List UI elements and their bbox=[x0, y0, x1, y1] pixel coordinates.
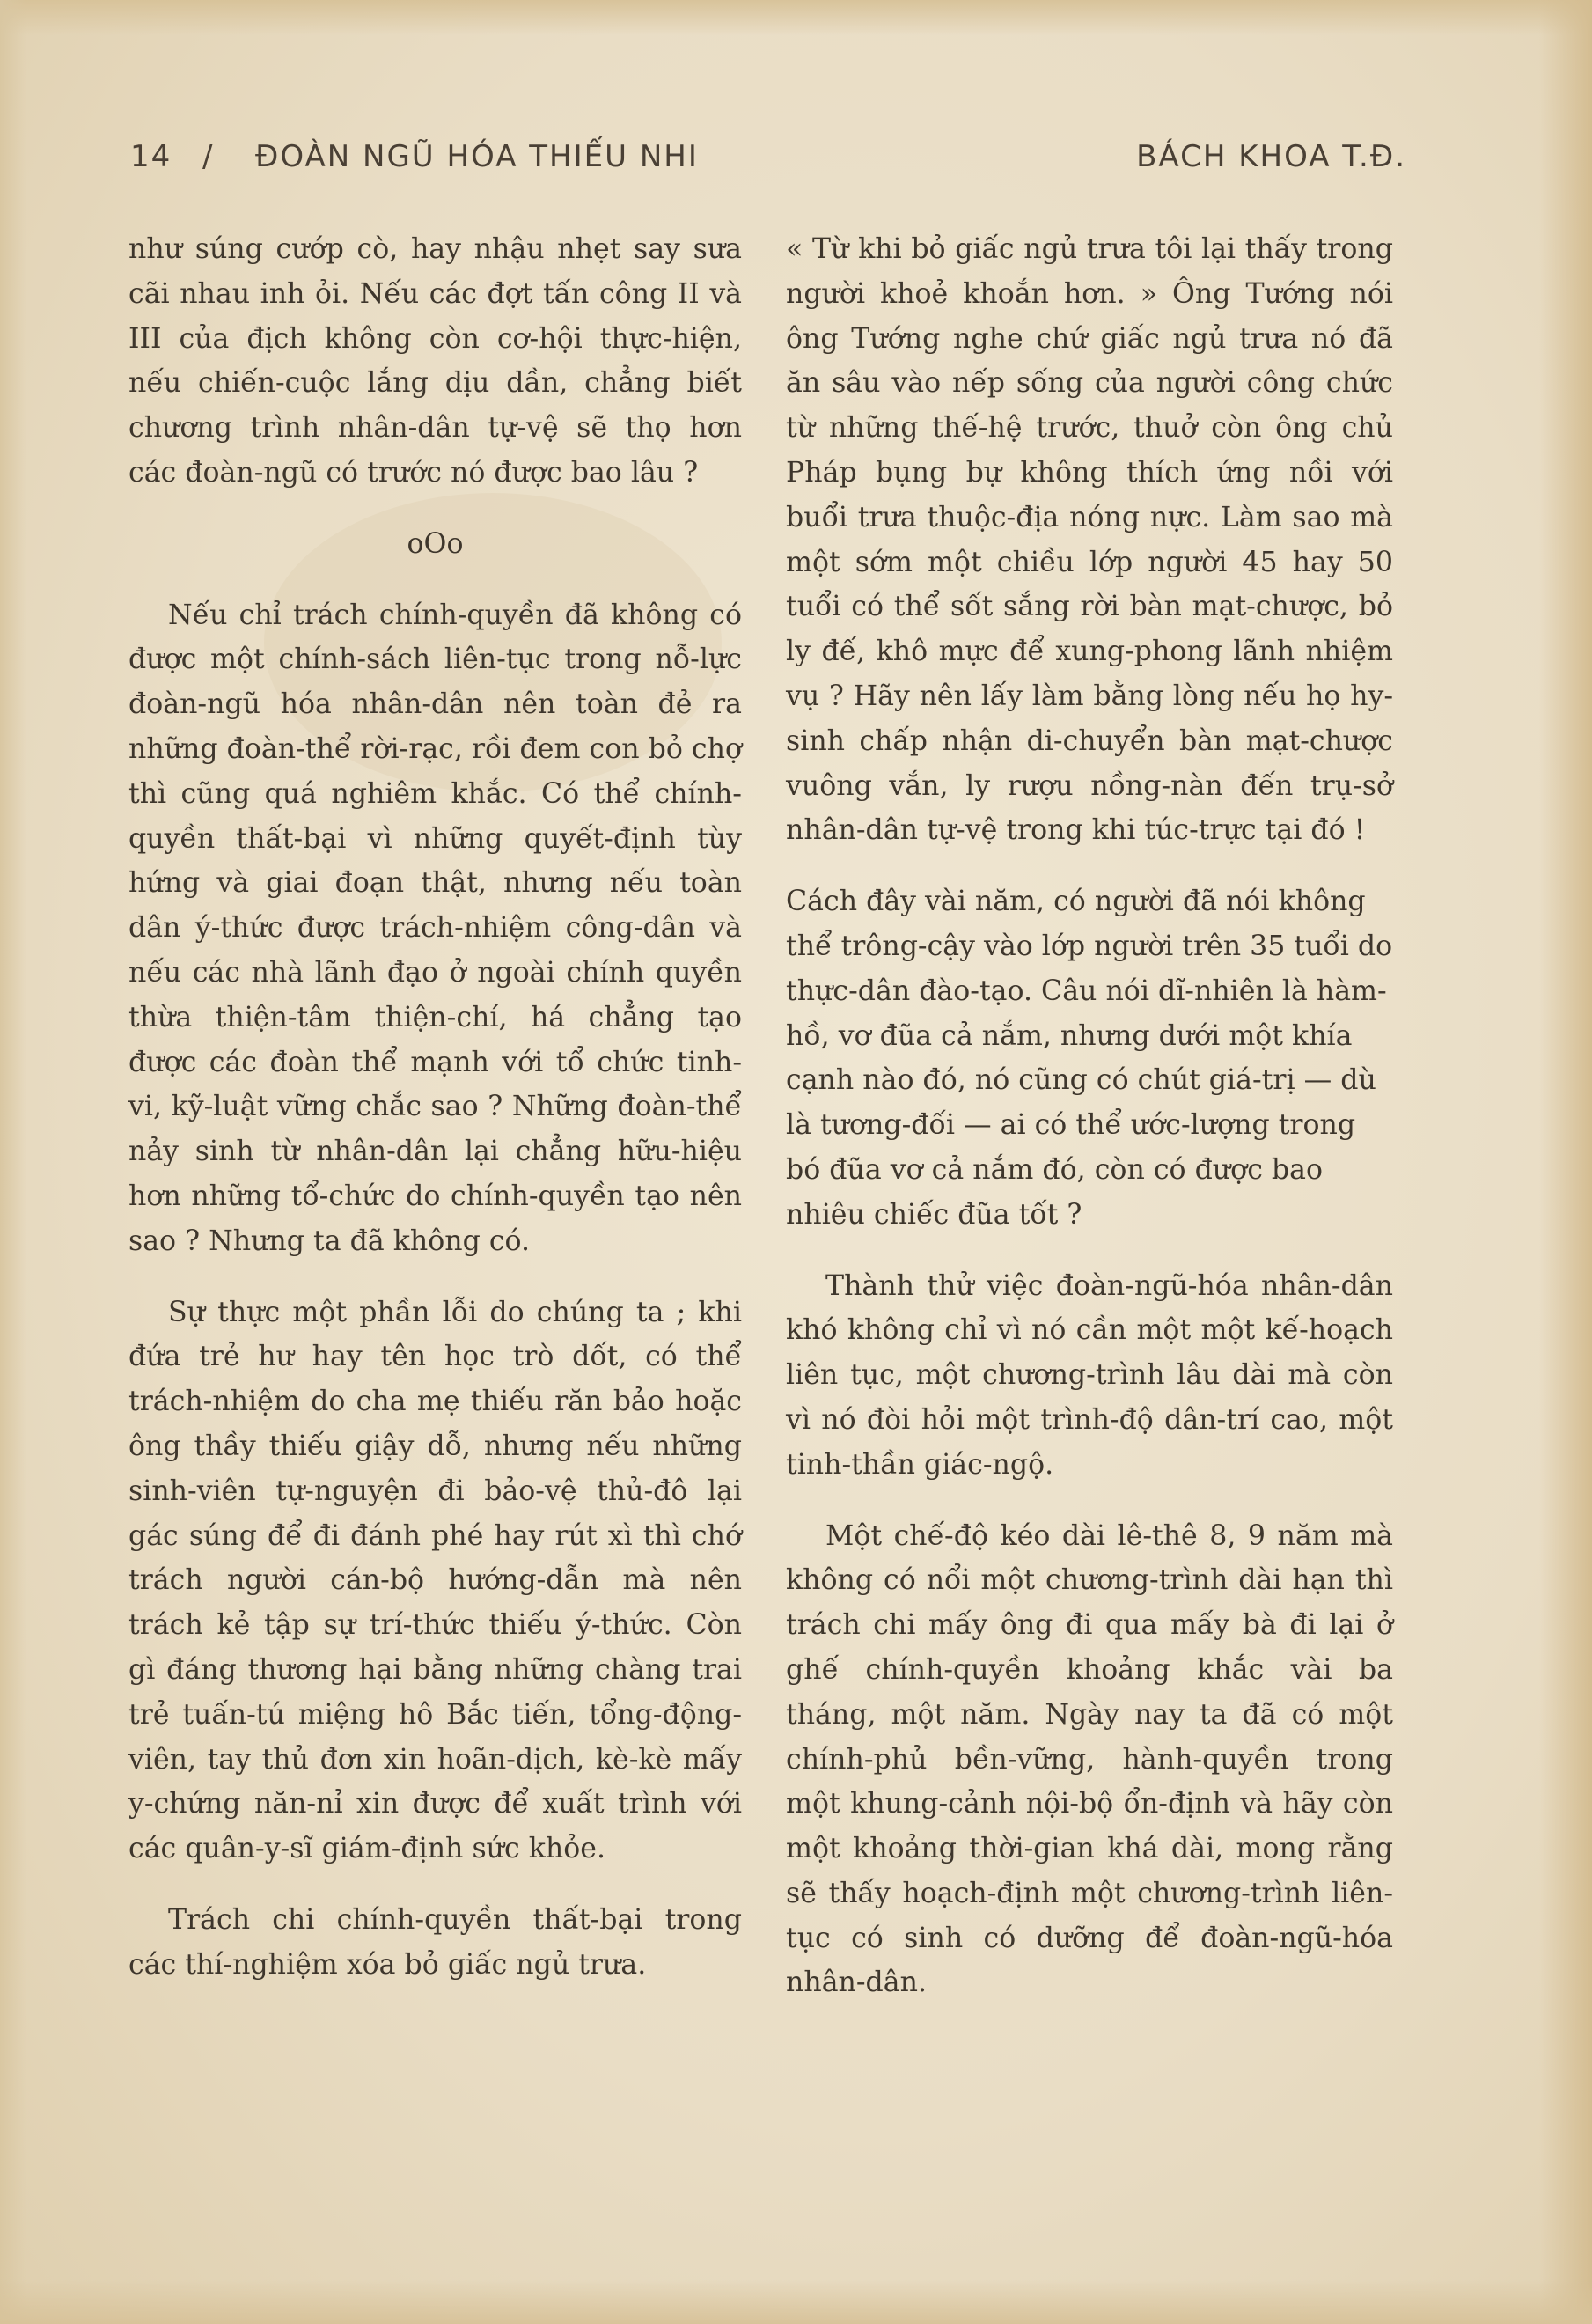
header-separator: / bbox=[202, 139, 215, 174]
paragraph: Sự thực một phần lỗi do chúng ta ; khi đứa trẻ hư hay tên học trò dốt, có thể trách-nhiệm do cha mẹ thiếu răn bảo hoặc ông thầy thiếu giậy dỗ, nhưng nếu những sinh-viên tự-nguyện đi bảo-vệ thủ-đô lại gác súng để đi đánh phé hay rút xì thì chớ trách người cán-bộ hướng-dẫn mà nên trách kẻ tập sự trí-thức thiếu ý-thức. Còn gì đáng thương hại bằng những chàng trai trẻ tuấn-tú miệng hô Bắc tiến, tổng-động-viên, tay thủ đơn xin hoãn-dịch, kè-kè mấy y-chứng năn-nỉ xin được để xuất trình với các quân-y-sĩ giám-định sức khỏe. bbox=[128, 1296, 742, 1865]
page-edge-right bbox=[1539, 0, 1592, 2324]
left-column bbox=[128, 227, 742, 1987]
page-edge-bottom bbox=[0, 2280, 1592, 2324]
page-edge-top bbox=[0, 0, 1592, 35]
page-edge-left bbox=[0, 0, 26, 2324]
paragraph: Nếu chỉ trách chính-quyền đã không có được một chính-sách liên-tục trong nỗ-lực đoàn-ngũ hóa nhân-dân nên toàn đẻ ra những đoàn-thể rời-rạc, rồi đem con bỏ chợ thì cũng quá nghiêm khắc. Có thể chính-quyền thất-bại vì những quyết-định tùy hứng và giai đoạn thật, nhưng nếu toàn dân ý-thức được trách-nhiệm công-dân và nếu các nhà lãnh đạo ở ngoài chính quyền thừa thiện-tâm thiện-chí, há chẳng tạo được các đoàn thể mạnh với tổ chức tinh-vi, kỹ-luật vững chắc sao ? Những đoàn-thể nảy sinh từ nhân-dân lại chẳng hữu-hiệu hơn những tổ-chức do chính-quyền tạo nên sao ? Nhưng ta đã không có. bbox=[128, 599, 742, 1257]
paragraph: Cách đây vài năm, có người đã nói không thể trông-cậy vào lớp người trên 35 tuổi do thực-dân đào-tạo. Câu nói dĩ-nhiên là hàm-hồ, vơ đũa cả nắm, nhưng dưới một khía cạnh nào đó, nó cũng có chút giá-trị — dù là tương-đối — ai có thể ước-lượng trong bó đũa vơ cả nắm đó, còn có được bao nhiêu chiếc đũa tốt ? bbox=[786, 886, 1393, 1231]
paragraph: như súng cướp cò, hay nhậu nhẹt say sưa cãi nhau inh ỏi. Nếu các đợt tấn công II và III của địch không còn cơ-hội thực-hiện, nếu chiến-cuộc lắng dịu dần, chẳng biết chương trình nhân-dân tự-vệ sẽ thọ hơn các đoàn-ngũ có trước nó được bao lâu ? bbox=[128, 233, 742, 489]
paragraph: Thành thử việc đoàn-ngũ-hóa nhân-dân khó không chỉ vì nó cần một một kế-hoạch liên tục, một chương-trình lâu dài mà còn vì nó đòi hỏi một trình-độ dân-trí cao, một tinh-thần giác-ngộ. bbox=[786, 1269, 1393, 1481]
section-divider: oOo bbox=[407, 527, 464, 560]
journal-name: BÁCH KHOA T.Đ. bbox=[1136, 139, 1406, 174]
paragraph: Một chế-độ kéo dài lê-thê 8, 9 năm mà không có nổi một chương-trình dài hạn thì trách chi mấy ông đi qua mấy bà đi lại ở ghế chính-quyền khoảng khắc vài ba tháng, một năm. Ngày nay ta đã có một chính-phủ bền-vững, hành-quyền trong một khung-cảnh nội-bộ ổn-định và hãy còn một khoảng thời-gian khá dài, mong rằng sẽ thấy hoạch-định một chương-trình liên-tục có sinh có dưỡng để đoàn-ngũ-hóa nhân-dân. bbox=[786, 1519, 1393, 1999]
paragraph: « Từ khi bỏ giấc ngủ trưa tôi lại thấy trong người khoẻ khoắn hơn. » Ông Tướng nói ông Tướng nghe chứ giấc ngủ trưa nó đã ăn sâu vào nếp sống của người công chức từ những thế-hệ trước, thuở còn ông chủ Pháp bụng bự không thích ứng nồi với buổi trưa thuộc-địa nóng nực. Làm sao mà một sớm một chiều lớp người 45 hay 50 tuổi có thể sốt sắng rời bàn mạt-chược, bỏ ly đế, khô mực để xung-phong lãnh nhiệm vụ ? Hãy nên lấy làm bằng lòng nếu họ hy-sinh chấp nhận di-chuyển bàn mạt-chược vuông vắn, ly rượu nồng-nàn đến trụ-sở nhân-dân tự-vệ trong khi túc-trực tại đó ! bbox=[786, 233, 1393, 847]
right-column bbox=[786, 227, 1393, 2005]
article-title: ĐOÀN NGŨ HÓA THIẾU NHI bbox=[255, 139, 699, 174]
page-number: 14 bbox=[130, 139, 172, 174]
running-header bbox=[130, 132, 1406, 185]
paragraph: Trách chi chính-quyền thất-bại trong các thí-nghiệm xóa bỏ giấc ngủ trưa. bbox=[128, 1903, 742, 1981]
